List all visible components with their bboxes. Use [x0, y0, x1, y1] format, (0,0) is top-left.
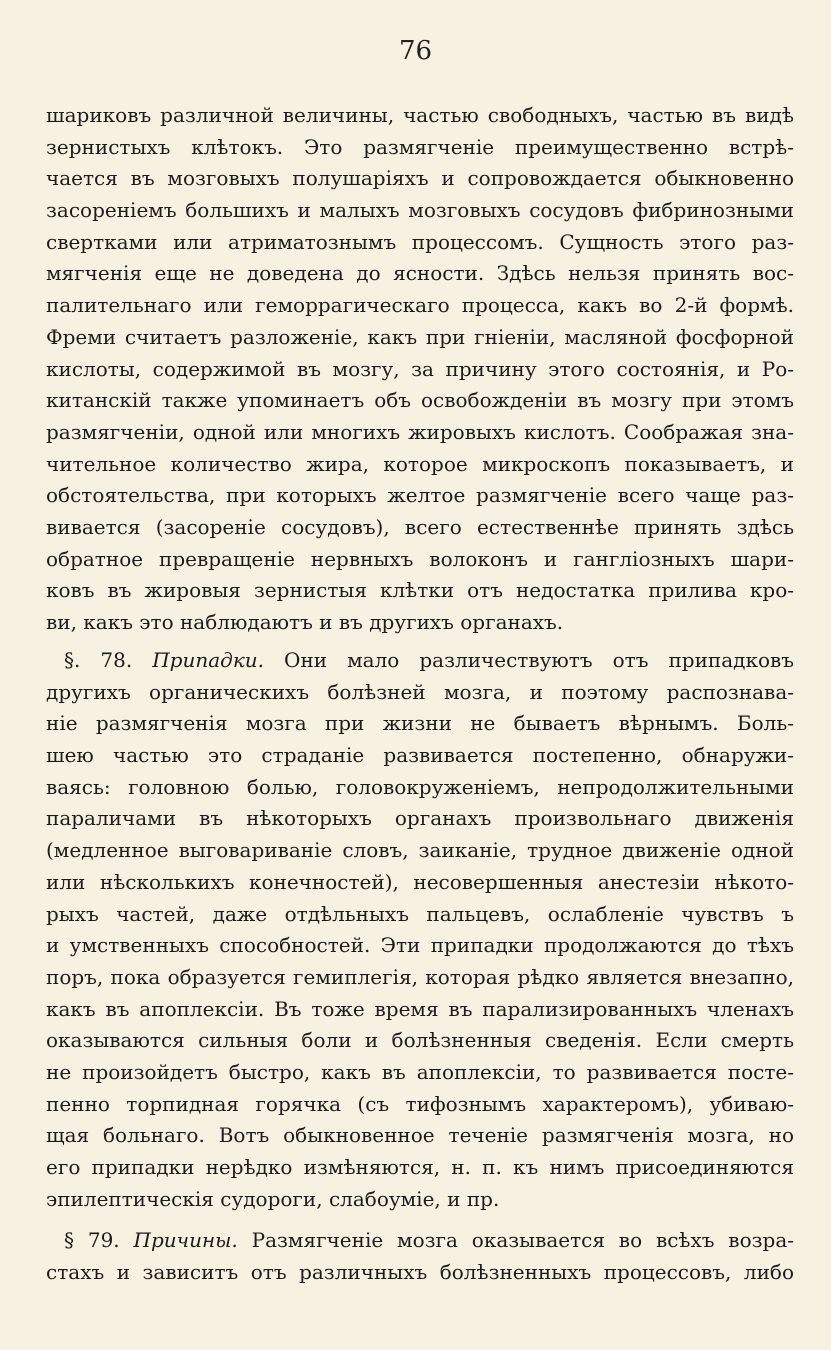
text-line: пенно торпидная горячка (съ тифознымъ характеромъ), убиваю-	[46, 1091, 794, 1116]
text-line: обстоятельства, при которыхъ желтое размягченіе всего чаще раз-	[46, 483, 794, 508]
text-line: его припадки нерѣдко измѣняются, н. п. къ нимъ присоединяются	[46, 1155, 794, 1179]
section-first-line: Они мало различествуютъ отъ припадковъ	[284, 648, 794, 672]
text-line: чительное количество жира, которое микроскопъ показываетъ, и	[46, 451, 794, 476]
section-78	[46, 645, 794, 1215]
text-line: щая больнаго. Вотъ обыкновенное теченіе размягченія мозга, но	[46, 1123, 794, 1148]
text-line: шею частью это страданіе развивается постепенно, обнаружи-	[46, 743, 794, 768]
text-line: параличами въ нѣкоторыхъ органахъ произвольнаго движенія	[46, 806, 794, 831]
text-line: рыхъ частей, даже отдѣльныхъ пальцевъ, ослабленіе чувствъ ъ	[46, 901, 794, 926]
text-line: палительнаго или геморрагическаго процесса, какъ во 2-й формѣ.	[46, 293, 794, 318]
text-line: стахъ и зависитъ отъ различныхъ болѣзненныхъ процессовъ, либо	[46, 1259, 794, 1284]
text-line: ваясь: головною болью, головокруженіемъ, непродолжительными	[46, 774, 794, 799]
text-line: ви, какъ это наблюдаютъ и въ другихъ органахъ.	[46, 610, 564, 634]
text-line: ковъ въ жировыя зернистыя клѣтки отъ недостатка прилива кро-	[46, 578, 794, 603]
text-line: ніе размягченія мозга при жизни не бываетъ вѣрнымъ. Боль-	[46, 711, 794, 736]
text-line: какъ въ апоплексіи. Въ тоже время въ парализированныхъ членахъ	[46, 996, 794, 1021]
text-line: свертками или атриматознымъ процессомъ. Сущность этого раз-	[46, 229, 794, 254]
text-line: зернистыхъ клѣтокъ. Это размягченіе преимущественно встрѣ-	[46, 134, 794, 159]
text-line: мягченія еще не доведена до ясности. Здѣсь нельзя принять вос-	[46, 261, 794, 286]
section-number: §. 78.	[64, 648, 133, 672]
text-line: эпилептическія судороги, слабоуміе, и пр.	[46, 1186, 500, 1211]
text-line: и умственныхъ способностей. Эти припадки продолжаются до тѣхъ	[46, 933, 794, 958]
text-line: (медленное выговариваніе словъ, заиканіе, трудное движеніе одной	[46, 838, 794, 863]
text-line: или нѣсколькихъ конечностей), несовершенныя анестезіи нѣкото-	[46, 869, 794, 894]
text-line: кислоты, содержимой въ мозгу, за причину этого состоянія, и Ро-	[46, 356, 794, 381]
text-line: чается въ мозговыхъ полушаріяхъ и сопровождается обыкновенно	[46, 166, 794, 191]
text-line: не произойдетъ быстро, какъ въ апоплексіи, то развивается посте-	[46, 1059, 794, 1084]
section-number: § 79.	[64, 1228, 120, 1252]
text-line: вивается (засореніе сосудовъ), всего естественнѣе принять здѣсь	[46, 514, 794, 539]
paragraph-continued	[46, 100, 794, 639]
section-79	[46, 1225, 794, 1288]
text-line: шариковъ различной величины, частью свободныхъ, частью въ видѣ	[46, 103, 794, 127]
section-first-line: Размягченіе мозга оказывается во всѣхъ возра-	[251, 1228, 794, 1252]
section-title: Причины.	[133, 1228, 238, 1252]
text-line: оказываются сильныя боли и болѣзненныя сведенія. Если смерть	[46, 1028, 794, 1053]
page-number: 76	[398, 36, 433, 66]
text-line: другихъ органическихъ болѣзней мозга, и поэтому распознава-	[46, 679, 794, 704]
section-title: Припадки.	[152, 648, 265, 672]
text-line: размягченіи, одной или многихъ жировыхъ кислотъ. Соображая зна-	[46, 419, 794, 444]
text-line: Фреми считаетъ разложеніе, какъ при гніеніи, масляной фосфорной	[46, 324, 794, 349]
text-line: засореніемъ большихъ и малыхъ мозговыхъ сосудовъ фибринозными	[46, 198, 794, 223]
section-heading-line	[46, 645, 794, 677]
section-heading-line	[46, 1225, 794, 1257]
text-line: китанскій также упоминаетъ объ освобожденіи въ мозгу при этомъ	[46, 388, 794, 413]
text-line: обратное превращеніе нервныхъ волоконъ и ганглiозныхъ шари-	[46, 546, 794, 571]
text-line: поръ, пока образуется гемиплегія, которая рѣдко является внезапно,	[46, 964, 794, 989]
